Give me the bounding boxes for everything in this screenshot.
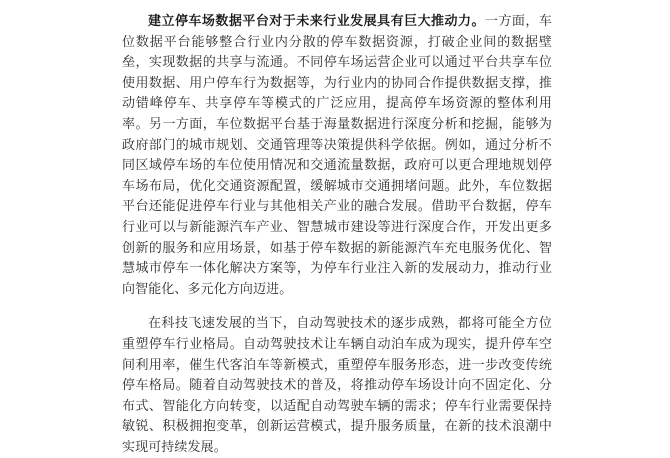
- paragraph-autonomous-driving: [122, 314, 552, 458]
- paragraph-text: 在科技飞速发展的当下，自动驾驶技术的逐步成熟，都将可能全方位重塑停车行业格局。自动驾驶技术让车辆自动泊车成为现实，提升停车空间利用率，催生代客泊车等新模式，重塑停车服务形态，进一步改变传统停车格局。随着自动驾驶技术的普及，将推动停车场设计向不固定化、分布式、智能化方向转变，以适配自动驾驶车辆的需求；停车行业需要保持敏锐、积极拥抱变革，创新运营模式，提升服务质量，在新的技术浪潮中实现可持续发展。: [122, 316, 552, 455]
- paragraph-lead-sentence: 建立停车场数据平台对于未来行业发展具有巨大推动力。: [148, 14, 485, 29]
- article-body: [122, 12, 552, 458]
- paragraph-text: 一方面，车位数据平台能够整合行业内分散的停车数据资源，打破企业间的数据壁垒，实现数据的共享与流通。不同停车场运营企业可以通过平台共享车位使用数据、用户停车行为数据等，为行业内的协同合作提供数据支撑，推动错峰停车、共享停车等模式的广泛应用，提高停车场资源的整体利用率。另一方面，车位数据平台基于海量数据进行深度分析和挖掘，能够为政府部门的城市规划、交通管理等决策提供科学依据。例如，通过分析不同区域停车场的车位使用情况和交通流量数据，政府可以更合理地规划停车场布局，优化交通资源配置，缓解城市交通拥堵问题。此外，车位数据平台还能促进停车行业与其他相关产业的融合发展。借助平台数据，停车行业可以与新能源汽车产业、智慧城市建设等进行深度合作，开发出更多创新的服务和应用场景，如基于停车数据的新能源汽车充电服务优化、智慧城市停车一体化解决方案等，为停车行业注入新的发展动力，推动行业向智能化、多元化方向迈进。: [122, 14, 552, 297]
- paragraph-platform-impact: [122, 12, 552, 300]
